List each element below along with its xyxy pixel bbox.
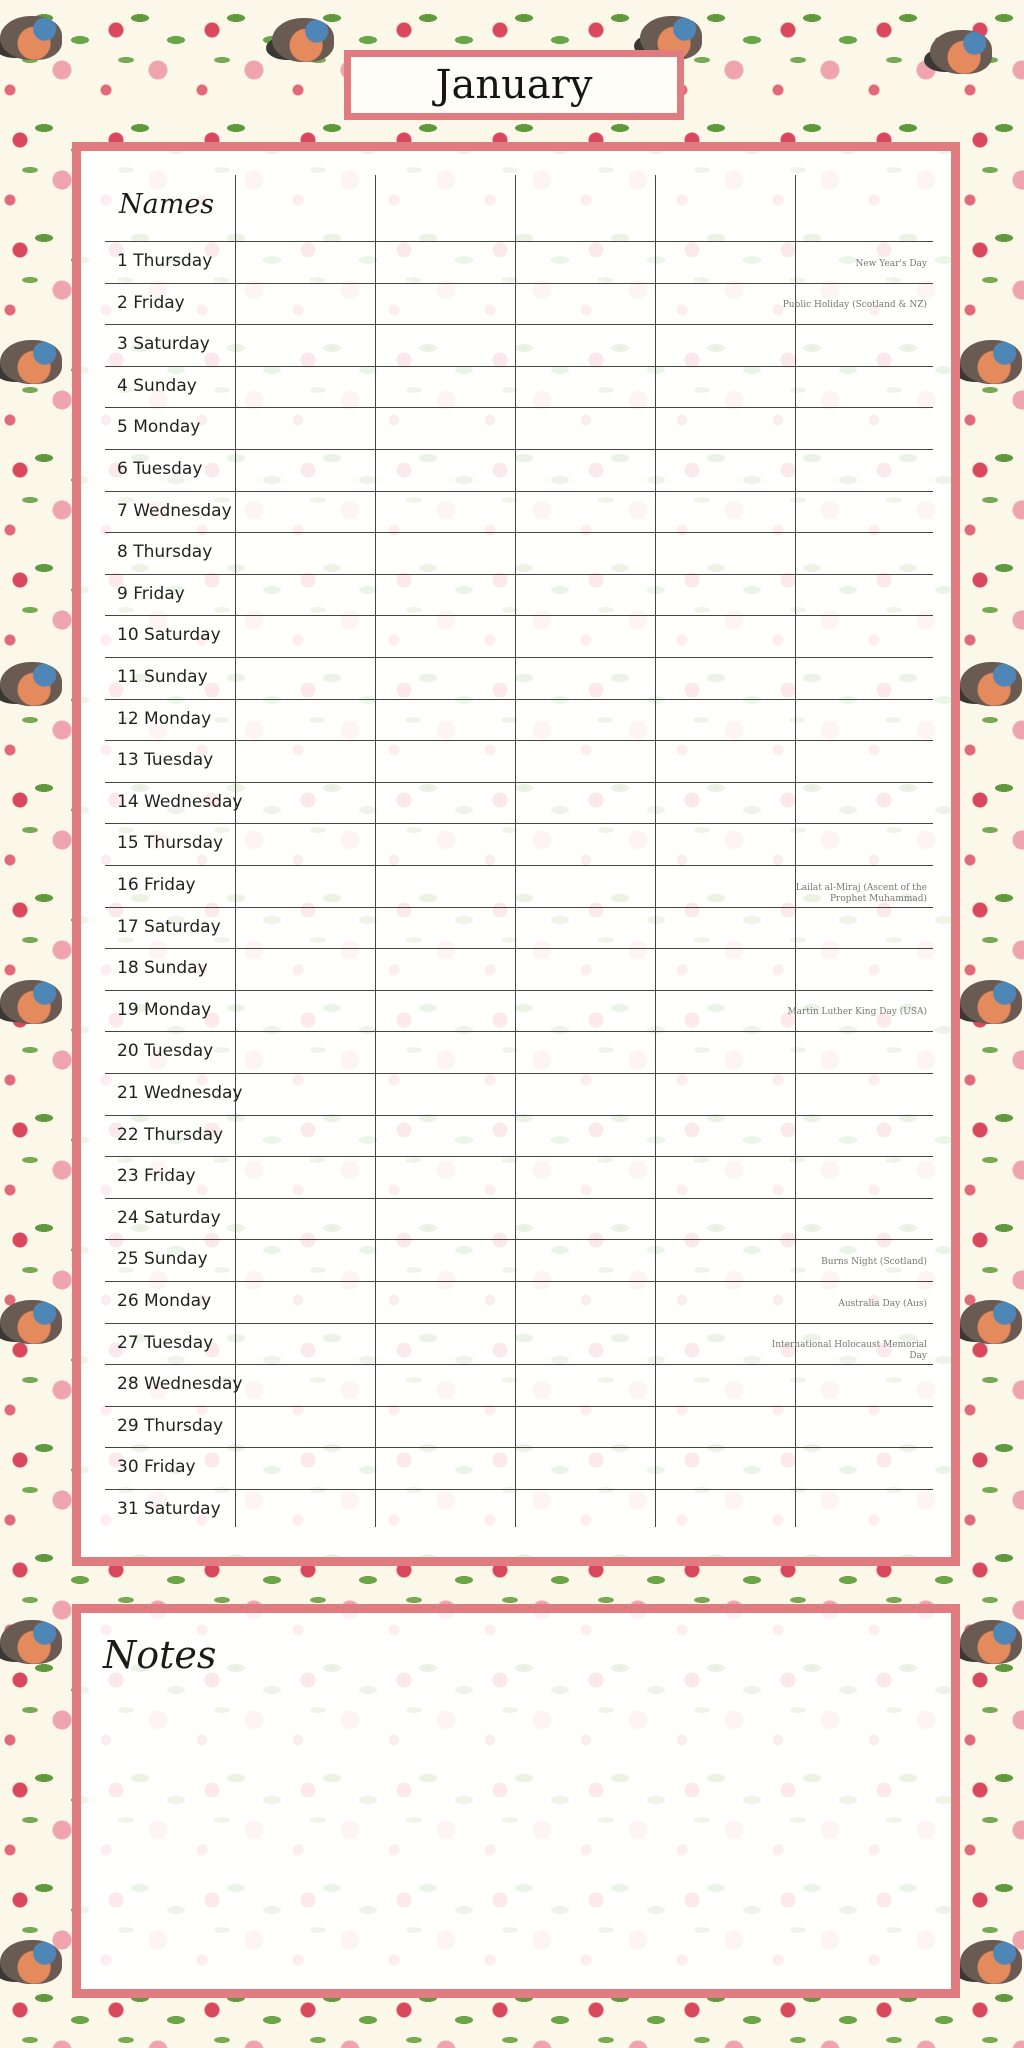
column-divider [795, 175, 796, 1527]
row-divider [105, 865, 933, 866]
holiday-note: Lailat al-Miraj (Ascent of the Prophet Muhammad) [795, 882, 927, 904]
day-row-label: 30 Friday [117, 1457, 196, 1478]
day-row-label: 2 Friday [117, 292, 185, 313]
bird-decoration [960, 1940, 1022, 1984]
row-divider [105, 283, 933, 284]
row-divider [105, 657, 933, 658]
day-row-label: 17 Saturday [117, 916, 221, 937]
day-row-label: 9 Friday [117, 583, 185, 604]
bird-decoration [0, 1940, 62, 1984]
day-row-label: 7 Wednesday [117, 500, 232, 521]
day-row-label: 6 Tuesday [117, 459, 203, 479]
day-row-label: 29 Thursday [117, 1415, 224, 1436]
row-divider [105, 449, 933, 450]
row-divider [105, 324, 933, 325]
notes-header: Notes [103, 1633, 217, 1677]
bird-decoration [960, 662, 1022, 706]
day-row-label: 25 Sunday [117, 1249, 208, 1270]
column-divider [235, 175, 236, 1527]
holiday-note: New Year's Day [855, 258, 927, 269]
bird-decoration [0, 662, 62, 706]
row-divider [105, 740, 933, 741]
bird-decoration [0, 1620, 62, 1664]
row-divider [105, 574, 933, 575]
day-row-label: 13 Tuesday [117, 750, 214, 771]
row-divider [105, 366, 933, 367]
row-divider [105, 699, 933, 700]
row-divider [105, 1031, 933, 1032]
row-divider [105, 1156, 933, 1157]
row-divider [105, 1406, 933, 1407]
bird-decoration [960, 1620, 1022, 1664]
bird-decoration [272, 18, 334, 62]
bird-decoration [930, 30, 992, 74]
row-divider [105, 1281, 933, 1282]
day-row-label: 12 Monday [117, 708, 212, 729]
month-title [344, 50, 684, 120]
row-divider [105, 907, 933, 908]
day-row-label: 1 Thursday [117, 251, 213, 271]
row-divider [105, 1198, 933, 1199]
bird-decoration [960, 1300, 1022, 1344]
row-divider [105, 532, 933, 533]
bird-decoration [0, 980, 62, 1024]
column-divider [375, 175, 376, 1527]
bird-decoration [960, 980, 1022, 1024]
row-divider [105, 1239, 933, 1240]
day-row-label: 3 Saturday [117, 334, 210, 355]
names-header: Names [119, 189, 215, 220]
bird-decoration [0, 340, 62, 384]
day-row-label: 11 Sunday [117, 667, 208, 687]
holiday-note: Martin Luther King Day (USA) [787, 1007, 927, 1018]
day-row-label: 27 Tuesday [117, 1332, 214, 1353]
day-row-label: 4 Sunday [117, 375, 197, 396]
day-row-label: 20 Tuesday [117, 1041, 214, 1062]
holiday-note: International Holocaust Memorial Day [771, 1340, 927, 1362]
day-row-label: 24 Saturday [117, 1207, 221, 1228]
row-divider [105, 990, 933, 991]
day-row-label: 21 Wednesday [117, 1083, 243, 1103]
bird-decoration [960, 340, 1022, 384]
row-divider [105, 1447, 933, 1448]
day-row-label: 22 Thursday [117, 1124, 224, 1145]
day-row-label: 28 Wednesday [117, 1374, 243, 1395]
row-divider [105, 1323, 933, 1324]
holiday-note: Burns Night (Scotland) [821, 1257, 927, 1267]
calendar-grid-panel [72, 142, 960, 1566]
day-row-label: 26 Monday [117, 1291, 212, 1311]
day-row-label: 14 Wednesday [117, 791, 243, 812]
day-row-label: 23 Friday [117, 1166, 196, 1187]
row-divider [105, 1115, 933, 1116]
column-divider [515, 175, 516, 1527]
holiday-note: Australia Day (Aus) [838, 1298, 927, 1309]
row-divider [105, 823, 933, 824]
row-divider [105, 407, 933, 408]
day-row-label: 10 Saturday [117, 625, 221, 646]
month-title-text: January [435, 62, 593, 108]
day-row-label: 18 Sunday [117, 958, 208, 979]
bird-decoration [0, 16, 62, 60]
day-row-label: 31 Saturday [117, 1499, 221, 1519]
column-divider [655, 175, 656, 1527]
day-row-label: 15 Thursday [117, 833, 224, 854]
day-row-label: 16 Friday [117, 875, 196, 895]
day-row-label: 8 Thursday [117, 542, 213, 563]
bird-decoration [0, 1300, 62, 1344]
notes-panel[interactable] [72, 1604, 960, 1998]
day-row-label: 19 Monday [117, 999, 212, 1020]
row-divider [105, 948, 933, 949]
row-divider [105, 615, 933, 616]
row-divider [105, 241, 933, 242]
holiday-note: Public Holiday (Scotland & NZ) [782, 300, 927, 311]
day-row-label: 5 Monday [117, 417, 201, 438]
row-divider [105, 1489, 933, 1490]
